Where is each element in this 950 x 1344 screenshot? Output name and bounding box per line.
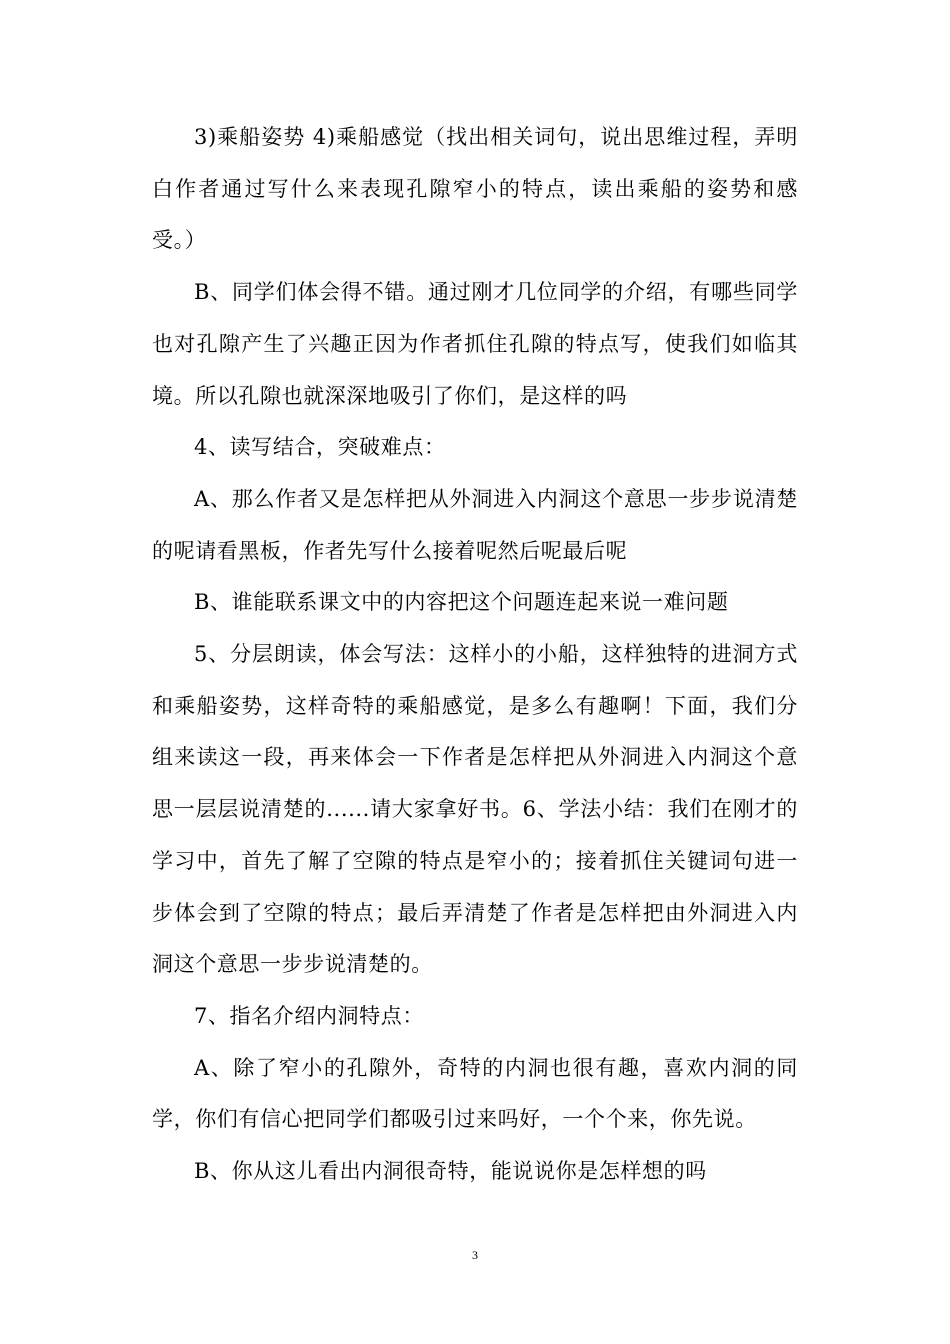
paragraph: 4、读写结合，突破难点： — [194, 435, 446, 460]
paragraph: B、你从这儿看出内洞很奇特，能说说你是怎样想的吗 — [194, 1159, 707, 1184]
paragraph: 7、指名介绍内洞特点： — [194, 1003, 424, 1028]
page-number: 3 — [472, 1248, 478, 1262]
paragraph: B、谁能联系课文中的内容把这个问题连起来说一难问题 — [194, 590, 729, 615]
paragraph: A、除了窄小的孔隙外，奇特的内洞也很有趣，喜欢内洞的同学，你们有信心把同学们都吸引过来吗好，一个个来，你先说。 — [152, 1055, 798, 1132]
paragraph: 3)乘船姿势 4)乘船感觉（找出相关词句，说出思维过程，弄明白作者通过写什么来表现孔隙窄小的特点，读出乘船的姿势和感受。） — [152, 125, 798, 253]
paragraph: B、同学们体会得不错。通过刚才几位同学的介绍，有哪些同学也对孔隙产生了兴趣正因为作者抓住孔隙的特点写，使我们如临其境。所以孔隙也就深深地吸引了你们，是这样的吗 — [152, 280, 798, 408]
document-body — [152, 112, 798, 1198]
paragraph: 5、分层朗读，体会写法：这样小的小船，这样独特的进洞方式和乘船姿势，这样奇特的乘船感觉，是多么有趣啊！下面，我们分组来读这一段，再来体会一下作者是怎样把从外洞进入内洞这个意思一层层说清楚的......请大家拿好书。6、学法小结：我们在刚才的学习中，首先了解了空隙的特点是窄小的；接着抓住关键词句进一步体会到了空隙的特点；最后弄清楚了作者是怎样把由外洞进入内洞这个意思一步步说清楚的。 — [152, 642, 798, 977]
paragraph: A、那么作者又是怎样把从外洞进入内洞这个意思一步步说清楚的呢请看黑板，作者先写什么接着呢然后呢最后呢 — [152, 486, 798, 563]
